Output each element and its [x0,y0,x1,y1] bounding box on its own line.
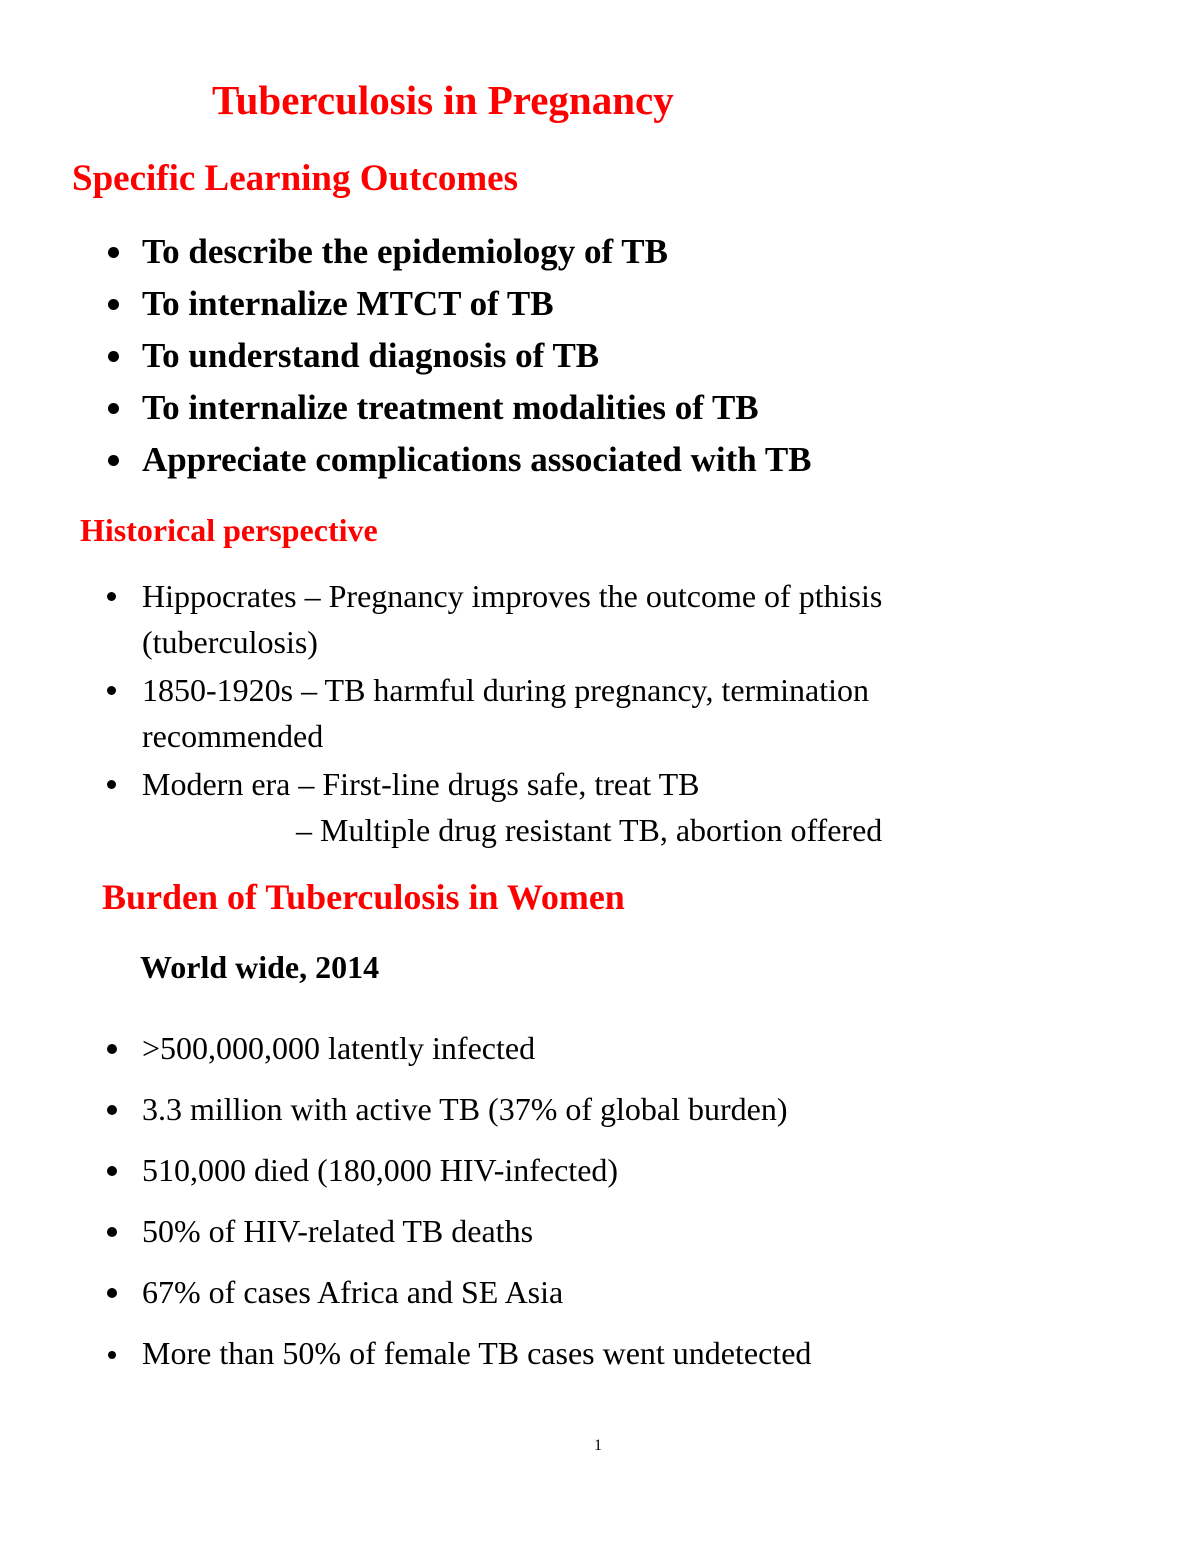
bullet-icon [107,686,116,695]
history-subitem-text: – Multiple drug resistant TB, abortion offered [296,812,883,848]
bullet-icon [107,592,116,601]
burden-text: 3.3 million with active TB (37% of global burden) [142,1091,788,1127]
list-item [0,334,1200,382]
bullet-icon [108,403,119,414]
burden-text: More than 50% of female TB cases went undetected [142,1335,812,1371]
outcome-text: To internalize treatment modalities of TB [142,388,759,427]
bullet-icon [108,1351,116,1359]
bullet-icon [107,1105,117,1115]
burden-subheading: World wide, 2014 [140,949,380,985]
bullet-icon [108,455,119,466]
list-item [0,438,1200,486]
burden-text: 67% of cases Africa and SE Asia [142,1274,564,1310]
bullet-icon [108,247,119,258]
historical-heading: Historical perspective [80,512,378,548]
bullet-icon [108,299,119,310]
list-item [0,1087,1200,1135]
bullet-icon [107,1288,117,1298]
list-item [0,667,1200,715]
history-text: Modern era – First-line drugs safe, treat TB [142,766,700,802]
list-item [0,1331,1200,1379]
list-item [0,282,1200,330]
burden-text: 510,000 died (180,000 HIV-infected) [142,1152,619,1188]
list-item [0,761,1200,809]
learning-outcomes-heading: Specific Learning Outcomes [72,158,519,199]
outcome-text: To understand diagnosis of TB [142,336,600,375]
bullet-icon [107,780,116,789]
list-item [0,1209,1200,1257]
list-item [0,1026,1200,1074]
list-item [0,1148,1200,1196]
history-text-continued: (tuberculosis) [142,624,318,660]
list-item [0,386,1200,434]
list-item [0,230,1200,278]
bullet-icon [107,1166,117,1176]
outcome-text: Appreciate complications associated with TB [142,440,812,479]
list-item [0,1270,1200,1318]
list-item [0,573,1200,621]
bullet-icon [107,1227,117,1237]
burden-text: 50% of HIV-related TB deaths [142,1213,534,1249]
outcome-text: To describe the epidemiology of TB [142,232,668,271]
document-title: Tuberculosis in Pregnancy [212,77,674,123]
page-number: 1 [594,1437,602,1454]
bullet-icon [108,351,119,362]
bullet-icon [107,1044,117,1054]
burden-text: >500,000,000 latently infected [142,1030,536,1066]
history-text-continued: recommended [142,718,324,754]
burden-heading: Burden of Tuberculosis in Women [102,877,625,917]
history-text: Hippocrates – Pregnancy improves the outcome of pthisis [142,578,883,614]
outcome-text: To internalize MTCT of TB [142,284,554,323]
history-text: 1850-1920s – TB harmful during pregnancy, termination [142,672,869,708]
